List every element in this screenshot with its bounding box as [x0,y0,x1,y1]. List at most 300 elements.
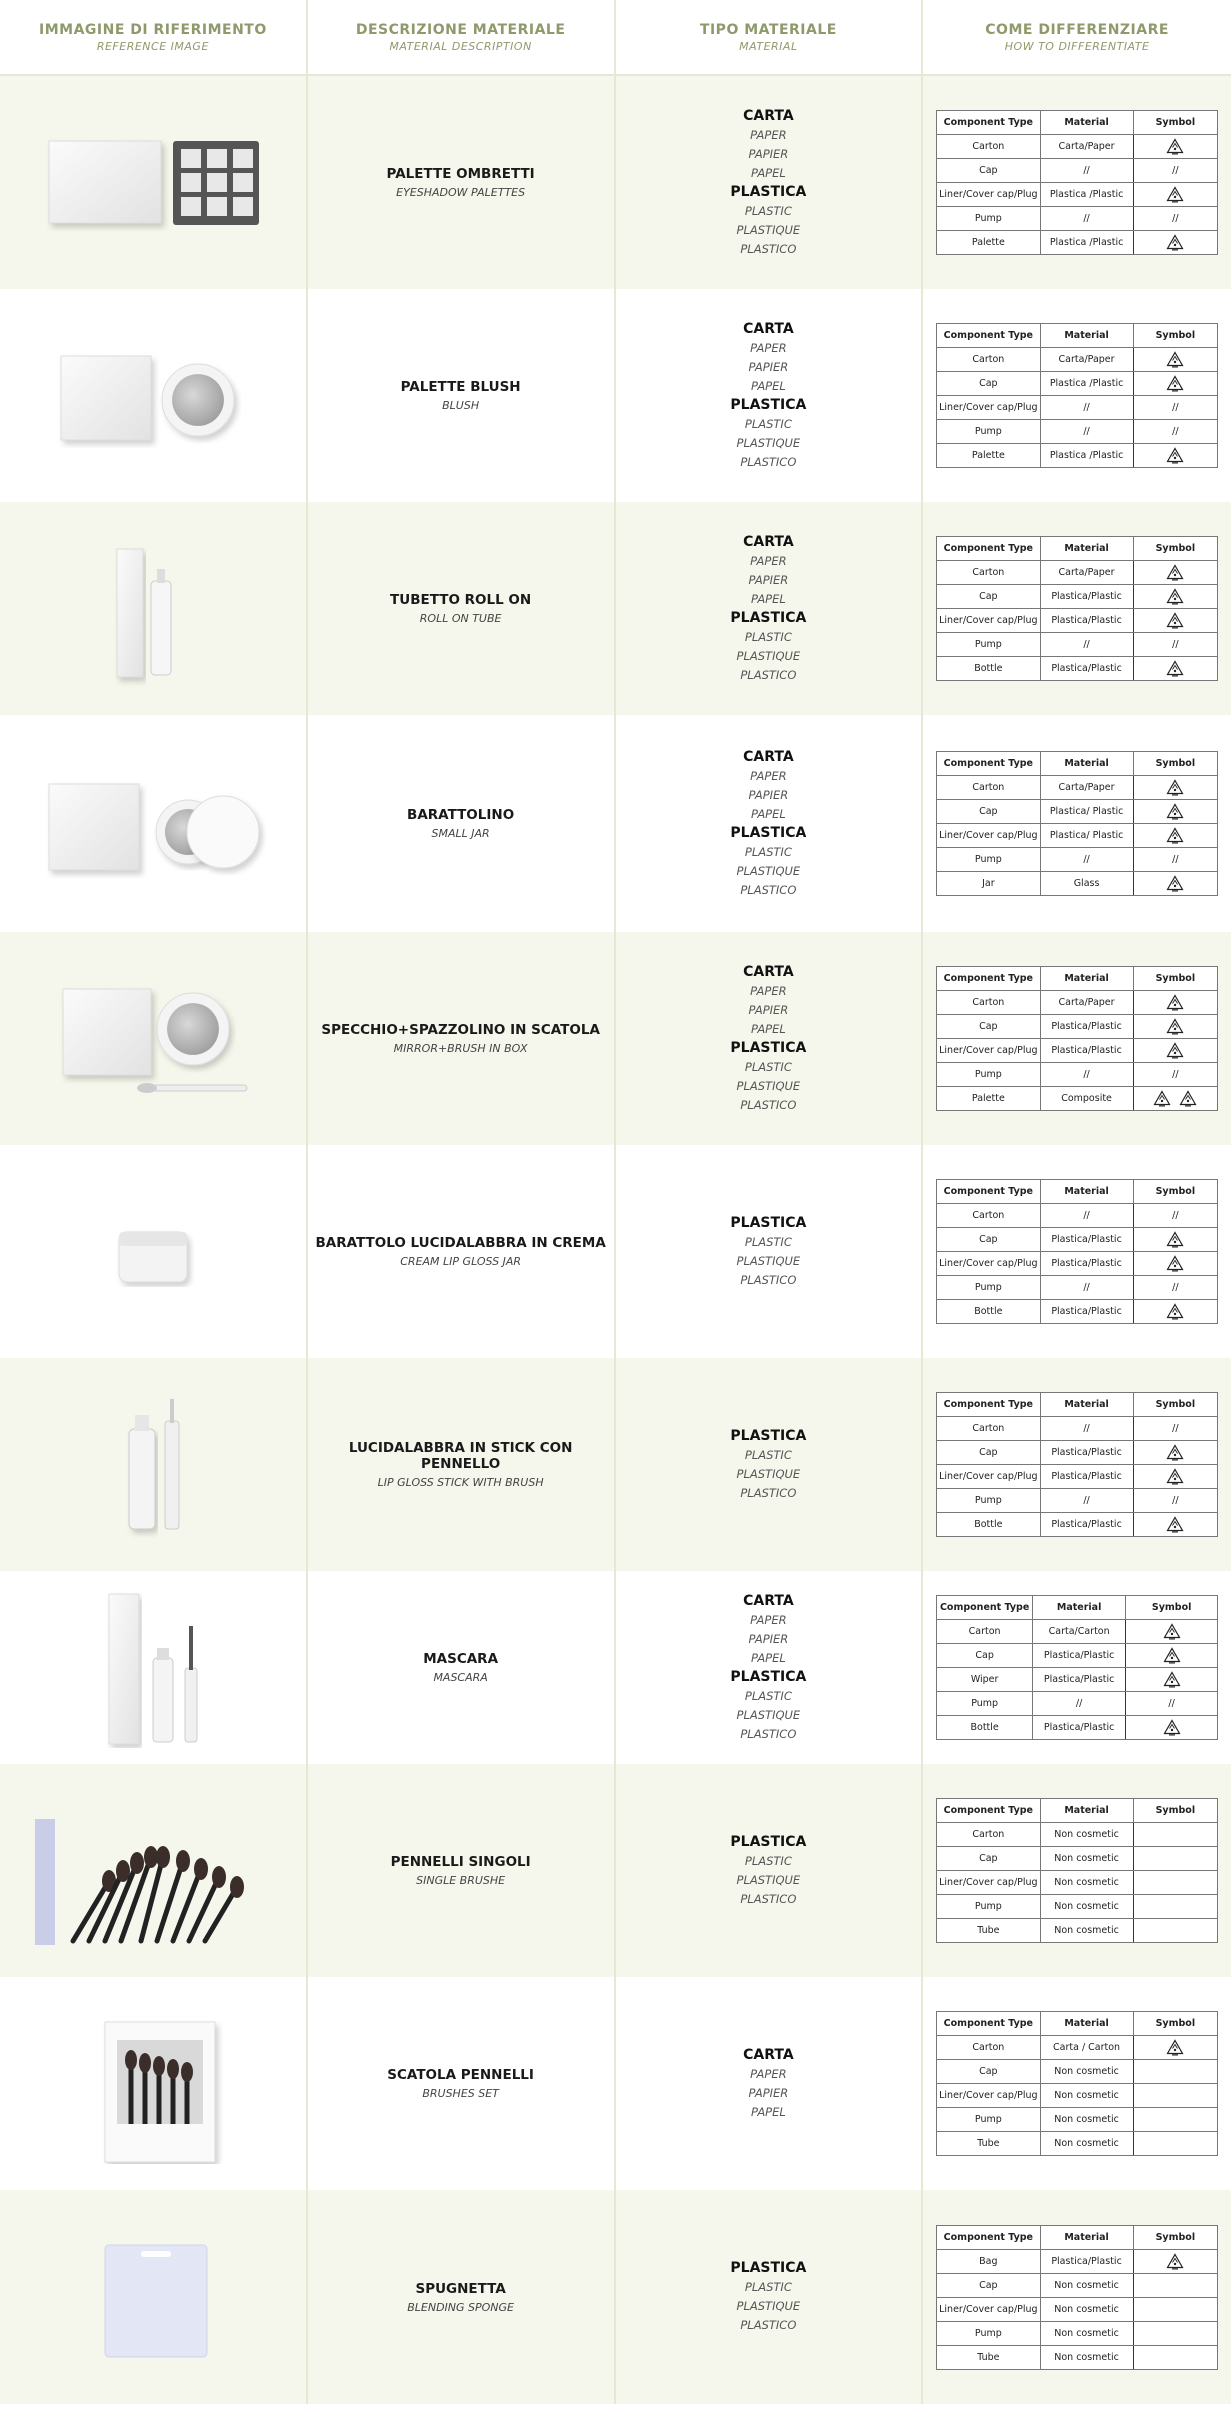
component-row [937,609,1218,633]
material-translation: PAPIER [748,146,789,161]
component-row [937,657,1218,681]
product-name: LUCIDALABBRA IN STICK CON PENNELLO [348,1440,573,1472]
component-type-header: Component Type [937,1799,1040,1823]
material-list [743,2046,794,2122]
header-material-description [308,0,616,74]
component-symbol [1133,800,1218,824]
product-name-english: ROLL ON TUBE [419,612,502,625]
component-row [937,2345,1218,2369]
material-translation: PAPEL [750,806,786,821]
component-row [937,231,1218,255]
component-material: Plastica /Plastic [1040,183,1133,207]
symbol-text: // [1172,1423,1179,1434]
component-row [937,444,1218,468]
material-translation: PLASTICO [740,882,797,897]
material-translation: PLASTICO [740,1726,797,1741]
component-row [937,2249,1218,2273]
component-type-header: Component Type [937,537,1040,561]
component-type: Tube [937,2345,1040,2369]
material-name: CARTA [743,748,794,765]
material-translation: PAPIER [748,1002,789,1017]
component-symbol [1133,824,1218,848]
symbol-header: Symbol [1133,1180,1218,1204]
reference-image-cell [0,76,308,289]
description-cell [308,1977,616,2190]
component-type: Cap [937,159,1040,183]
component-table-header [937,1799,1218,1823]
component-row [937,372,1218,396]
component-type: Palette [937,231,1040,255]
component-type: Carton [937,348,1040,372]
recycle-icon [1163,1623,1181,1640]
material-translation: PLASTIQUE [736,1253,801,1268]
component-type: Liner/Cover cap/Plug [937,609,1040,633]
material-translation: PAPEL [750,1021,786,1036]
material-translation: PAPER [750,127,787,142]
product-row [0,1977,1231,2190]
component-row [937,1847,1218,1871]
material-header: Material [1040,324,1133,348]
component-symbol [1133,1823,1218,1847]
material-translation: PLASTICO [740,2318,797,2332]
component-type: Pump [937,1063,1040,1087]
component-material: Non cosmetic [1040,1823,1133,1847]
symbol-text: // [1172,1210,1179,1221]
symbol-text: // [1172,402,1179,413]
component-symbol [1133,444,1218,468]
component-material: Non cosmetic [1040,2108,1133,2132]
material-type-cell [616,1145,924,1358]
reference-image-cell [0,715,308,932]
component-row [937,1252,1218,1276]
component-row [937,776,1218,800]
component-type: Carton [937,776,1040,800]
product-name-english: LIP GLOSS STICK WITH BRUSH [377,1476,544,1489]
reference-image-cell [0,1145,308,1358]
header-material-type [616,0,924,74]
component-material: // [1040,1204,1133,1228]
component-row [937,1015,1218,1039]
component-row [937,1871,1218,1895]
component-symbol [1133,2321,1218,2345]
description-cell [308,715,616,932]
material-list [730,748,806,900]
component-type: Liner/Cover cap/Plug [937,2084,1040,2108]
product-image [33,959,273,1119]
product-image [33,1791,273,1951]
header-subtitle: MATERIAL DESCRIPTION [389,39,532,53]
component-table-header [937,752,1218,776]
material-translation: PAPIER [748,1631,789,1646]
component-material: Non cosmetic [1040,2060,1133,2084]
component-symbol [1133,183,1218,207]
material-type-cell [616,2190,924,2404]
description-cell [308,76,616,289]
product-row [0,502,1231,715]
component-material: Plastica/Plastic [1040,1228,1133,1252]
component-symbol [1133,2036,1218,2060]
component-table [936,110,1218,255]
component-row [937,1228,1218,1252]
component-symbol [1133,585,1218,609]
product-image [33,529,273,689]
component-material: Plastica/Plastic [1040,1039,1133,1063]
component-row [937,2321,1218,2345]
component-table-header [937,2225,1218,2249]
material-translation: PLASTIQUE [736,1707,801,1722]
component-type: Carton [937,135,1040,159]
component-symbol [1133,159,1218,183]
recycle-icon [1166,612,1184,629]
component-type: Liner/Cover cap/Plug [937,396,1040,420]
product-name-english: MIRROR+BRUSH IN BOX [393,1042,528,1055]
component-symbol [1133,135,1218,159]
material-name: CARTA [743,2046,794,2063]
component-material: Plastica/Plastic [1040,585,1133,609]
material-translation: PLASTICO [740,1891,797,1906]
component-type: Wiper [937,1668,1033,1692]
recycle-icon [1166,2253,1184,2270]
reference-image-cell [0,1358,308,1571]
eyeshadow-palette-image [33,103,273,263]
material-translation: PLASTICO [740,241,797,256]
mirror-brush-box-image [33,959,273,1119]
product-row [0,76,1231,289]
symbol-text: // [1172,639,1179,650]
material-translation: PLASTICO [740,667,797,682]
component-type: Pump [937,207,1040,231]
component-material: Glass [1040,872,1133,896]
component-material: Non cosmetic [1040,2297,1133,2321]
material-translation: PLASTICO [740,1485,797,1500]
material-type-cell [616,1571,924,1764]
blending-sponge-image [33,2217,273,2377]
material-translation: PLASTIQUE [736,435,801,450]
product-rows [0,76,1231,2404]
description-cell [308,2190,616,2404]
product-name: MASCARA [423,1651,499,1667]
symbol-header: Symbol [1133,752,1218,776]
material-translation: PLASTIC [744,1853,792,1868]
component-symbol [1133,420,1218,444]
component-type: Cap [937,1441,1040,1465]
reference-image-cell [0,289,308,502]
material-list [730,1427,806,1503]
differentiate-cell [923,1571,1231,1764]
single-brushes-image [33,1791,273,1951]
component-symbol [1133,1087,1218,1111]
component-material: Non cosmetic [1040,2132,1133,2156]
component-type: Carton [937,991,1040,1015]
material-list [730,963,806,1115]
recycle-icon [1166,588,1184,605]
reference-image-cell [0,1571,308,1764]
product-name-english: CREAM LIP GLOSS JAR [400,1255,521,1268]
material-type-cell [616,1358,924,1571]
header-how-to-differentiate [923,0,1231,74]
material-translation: PAPIER [748,787,789,802]
recycle-icon [1166,351,1184,368]
material-translation: PLASTICO [740,1272,797,1287]
material-name: PLASTICA [730,1833,807,1850]
reference-image-cell [0,2190,308,2404]
material-translation: PAPEL [750,2104,786,2119]
header-subtitle: HOW TO DIFFERENTIATE [1004,39,1150,53]
recycle-icon [1163,1671,1181,1688]
component-type: Carton [937,2036,1040,2060]
component-symbol [1133,231,1218,255]
component-symbol [1133,2084,1218,2108]
component-row [937,420,1218,444]
component-type: Bag [937,2249,1040,2273]
product-name-english: EYESHADOW PALETTES [396,186,526,199]
material-translation: PLASTIQUE [736,1078,801,1093]
component-symbol [1133,1015,1218,1039]
component-row [937,2084,1218,2108]
component-material: // [1040,396,1133,420]
component-material: Non cosmetic [1040,1871,1133,1895]
component-symbol [1133,1847,1218,1871]
material-translation: PAPIER [748,359,789,374]
recycle-icon [1166,1444,1184,1461]
component-symbol [1133,2108,1218,2132]
component-material: // [1033,1692,1126,1716]
component-row [937,1620,1218,1644]
component-table [936,966,1218,1111]
component-table [936,536,1218,681]
recycle-icon [1166,1042,1184,1059]
component-material: Plastica/Plastic [1040,1015,1133,1039]
material-header: Material [1033,1596,1126,1620]
component-row [937,183,1218,207]
component-table [936,1392,1218,1537]
material-name: CARTA [743,320,794,337]
differentiate-cell [923,932,1231,1145]
recycle-icon [1166,803,1184,820]
component-row [937,585,1218,609]
material-name: PLASTICA [730,396,807,413]
material-translation: PLASTICO [740,454,797,469]
material-translation: PLASTIC [744,2280,792,2294]
component-table-header [937,1393,1218,1417]
product-image [33,2217,273,2377]
material-name: PLASTICA [730,1214,807,1231]
material-type-cell [616,1977,924,2190]
component-symbol [1133,657,1218,681]
component-row [937,1300,1218,1324]
component-table [936,2225,1218,2370]
symbol-text: // [1172,426,1179,437]
component-symbol [1133,848,1218,872]
header-title: DESCRIZIONE MATERIALE [355,21,566,38]
component-type: Cap [937,585,1040,609]
differentiate-cell [923,289,1231,502]
component-row [937,1644,1218,1668]
component-type: Pump [937,420,1040,444]
description-cell [308,289,616,502]
description-cell [308,1571,616,1764]
component-symbol [1133,2345,1218,2369]
component-material: // [1040,1063,1133,1087]
recycle-icon [1166,875,1184,892]
material-translation: PAPER [750,2066,787,2081]
material-name: PLASTICA [730,1039,807,1056]
material-header: Material [1040,2225,1133,2249]
component-symbol [1133,1417,1218,1441]
component-symbol [1133,1276,1218,1300]
recycle-icon [1166,1516,1184,1533]
differentiate-cell [923,2190,1231,2404]
component-symbol [1133,561,1218,585]
component-symbol [1133,2273,1218,2297]
material-list [730,533,806,685]
component-symbol [1133,872,1218,896]
component-row [937,2132,1218,2156]
recycle-icon [1166,564,1184,581]
product-name: SCATOLA PENNELLI [387,2067,534,2083]
component-row [937,1039,1218,1063]
symbol-header: Symbol [1133,1799,1218,1823]
component-material: Plastica/Plastic [1033,1668,1126,1692]
component-table-header [937,1596,1218,1620]
component-material: Plastica/Plastic [1040,1300,1133,1324]
material-translation: PLASTIC [744,844,792,859]
material-name: CARTA [743,1592,794,1609]
component-type: Cap [937,1644,1033,1668]
differentiate-cell [923,76,1231,289]
component-type: Pump [937,1489,1040,1513]
material-translation: PLASTIC [744,629,792,644]
component-type: Bottle [937,1513,1040,1537]
component-row [937,159,1218,183]
component-row [937,1716,1218,1740]
product-name-english: BRUSHES SET [422,2087,499,2100]
material-translation: PLASTIC [744,1234,792,1249]
component-type: Pump [937,2108,1040,2132]
description-cell [308,1358,616,1571]
product-name: BARATTOLINO [407,807,515,823]
symbol-header: Symbol [1133,967,1218,991]
component-material: Carta/Paper [1040,561,1133,585]
component-material: Plastica/Plastic [1040,1441,1133,1465]
component-row [937,824,1218,848]
symbol-header: Symbol [1133,1393,1218,1417]
component-type: Bottle [937,657,1040,681]
component-type-header: Component Type [937,324,1040,348]
component-symbol [1133,1441,1218,1465]
component-type: Liner/Cover cap/Plug [937,824,1040,848]
component-symbol [1133,2249,1218,2273]
component-symbol [1133,1895,1218,1919]
material-list [730,107,806,259]
component-material: Plastica/Plastic [1040,1513,1133,1537]
product-name: PENNELLI SINGOLI [390,1854,531,1870]
component-type-header: Component Type [937,1596,1033,1620]
component-type-header: Component Type [937,752,1040,776]
material-translation: PAPER [750,1612,787,1627]
symbol-header: Symbol [1133,324,1218,348]
material-translation: PAPEL [750,591,786,606]
component-symbol [1133,633,1218,657]
symbol-header: Symbol [1126,1596,1218,1620]
product-name-english: SMALL JAR [431,827,490,840]
material-translation: PLASTIC [744,203,792,218]
recycle-icon [1166,186,1184,203]
component-table [936,1798,1218,1943]
product-name: BARATTOLO LUCIDALABBRA IN CREMA [315,1235,606,1251]
symbol-text: // [1172,1069,1179,1080]
recycle-icon [1163,1647,1181,1664]
product-row [0,289,1231,502]
component-symbol [1126,1716,1218,1740]
product-row [0,2190,1231,2404]
material-translation: PAPER [750,983,787,998]
material-list [730,1214,806,1290]
component-material: Plastica/Plastic [1040,609,1133,633]
component-material: Carta/Paper [1040,348,1133,372]
component-type: Carton [937,561,1040,585]
recycle-icon [1166,375,1184,392]
material-name: PLASTICA [730,183,807,200]
material-translation: PAPER [750,553,787,568]
component-material: Non cosmetic [1040,1895,1133,1919]
material-translation: PLASTIC [744,1447,792,1462]
component-row [937,1692,1218,1716]
recycle-icon [1166,1231,1184,1248]
header-title: IMMAGINE DI RIFERIMENTO [39,21,267,38]
component-symbol [1133,2060,1218,2084]
component-type: Liner/Cover cap/Plug [937,1252,1040,1276]
material-translation: PAPIER [748,2085,789,2100]
product-image [33,103,273,263]
component-symbol [1126,1620,1218,1644]
component-type: Pump [937,848,1040,872]
product-name: TUBETTO ROLL ON [390,592,532,608]
component-row [937,1087,1218,1111]
header-subtitle: MATERIAL [739,39,798,53]
material-name: PLASTICA [730,824,807,841]
header-title: TIPO MATERIALE [699,21,837,38]
material-translation: PAPER [750,340,787,355]
component-type: Cap [937,372,1040,396]
material-translation: PLASTICO [740,1097,797,1112]
component-symbol [1126,1644,1218,1668]
material-translation: PLASTIQUE [736,1466,801,1481]
component-type: Tube [937,1919,1040,1943]
component-material: Plastica/Plastic [1040,657,1133,681]
component-material: Carta/Carton [1033,1620,1126,1644]
component-type: Pump [937,1692,1033,1716]
component-material: Carta / Carton [1040,2036,1133,2060]
component-material: // [1040,1489,1133,1513]
recycle-icon [1166,447,1184,464]
component-symbol [1133,2297,1218,2321]
component-type: Bottle [937,1300,1040,1324]
component-row [937,561,1218,585]
component-type: Palette [937,444,1040,468]
symbol-text: // [1172,854,1179,865]
component-table [936,1179,1218,1324]
material-translation: PLASTIC [744,1688,792,1703]
component-type: Pump [937,633,1040,657]
component-symbol [1133,1465,1218,1489]
product-name-english: BLENDING SPONGE [407,2300,515,2314]
description-cell [308,502,616,715]
component-table-header [937,324,1218,348]
product-row [0,1358,1231,1571]
component-table [936,2011,1218,2156]
component-type: Cap [937,1228,1040,1252]
